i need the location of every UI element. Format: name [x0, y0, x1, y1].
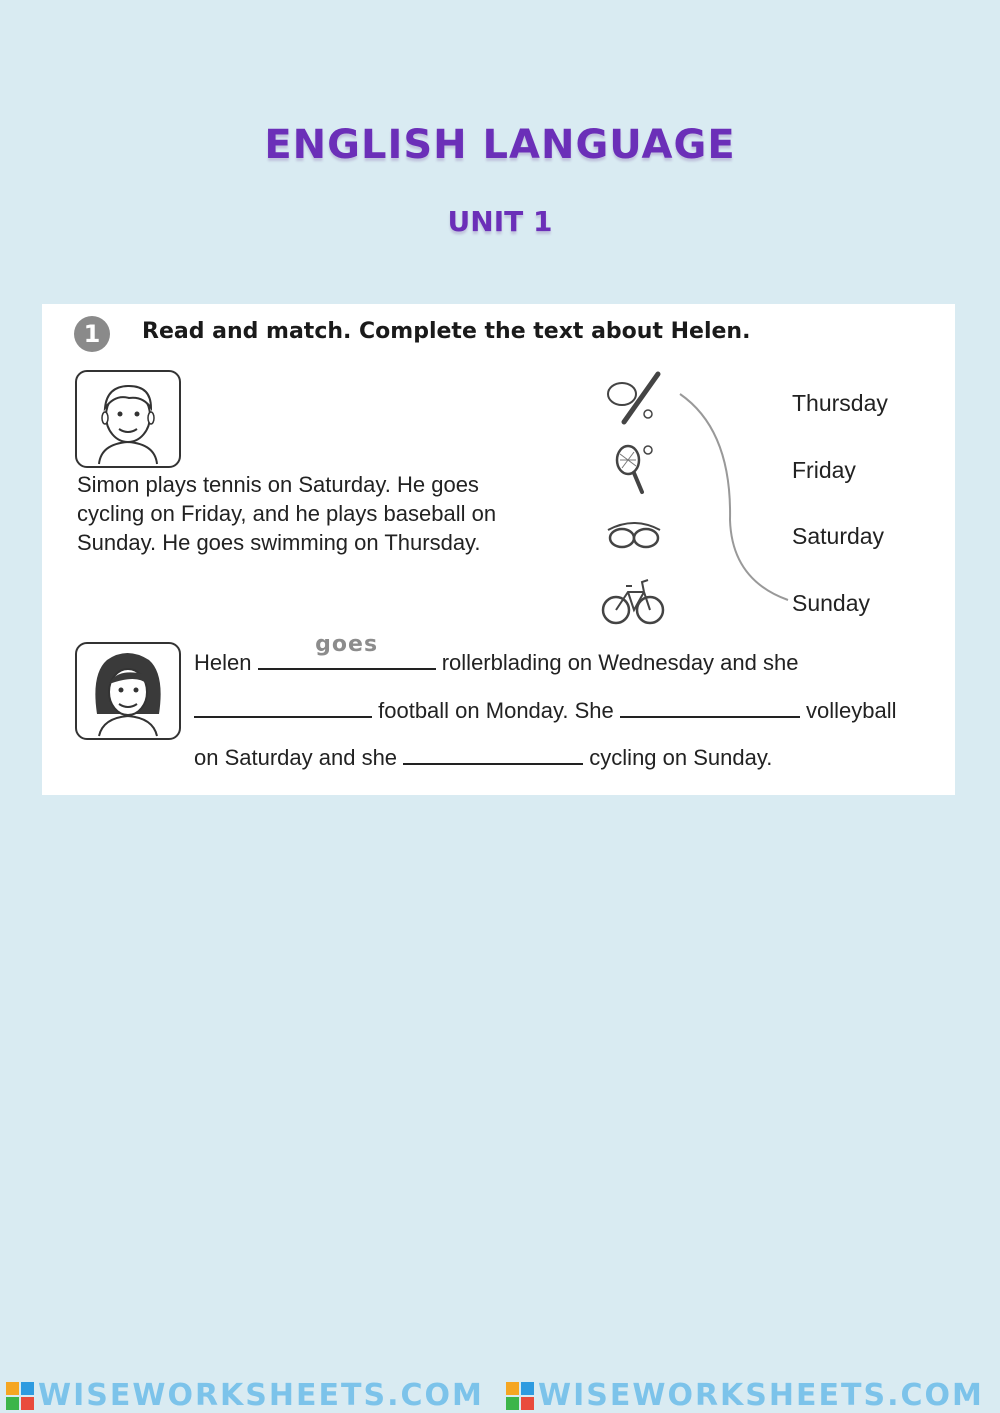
day-sunday: Sunday: [792, 590, 871, 616]
helen-line-3: [194, 745, 772, 771]
helen-line-2-end: volleyball: [806, 698, 897, 723]
day-thursday: Thursday: [792, 390, 888, 416]
watermark-text-1: WISEWORKSHEETS.COM: [38, 1378, 484, 1413]
exercise-number: 1: [74, 316, 110, 352]
baseball-icon: [602, 370, 666, 428]
boy-face-icon: [77, 372, 179, 466]
answer-blank-3[interactable]: [620, 698, 800, 718]
wiseworksheets-logo-icon: [506, 1382, 534, 1410]
worksheet-exercise: [42, 304, 955, 795]
simon-paragraph: Simon plays tennis on Saturday. He goes cycling on Friday, and he plays baseball on Sunday. He goes swimming on Thursday.: [77, 472, 497, 555]
girl-face-icon: [77, 644, 179, 738]
answer-1-text: goes: [315, 632, 379, 657]
helen-line-1: [194, 632, 799, 676]
bicycle-icon: [600, 572, 666, 628]
answer-blank-4[interactable]: [403, 745, 583, 765]
wiseworksheets-logo-icon: [6, 1382, 34, 1410]
unit-subtitle: UNIT 1: [447, 205, 553, 238]
simon-portrait: [75, 370, 181, 468]
matching-line: [672, 390, 792, 604]
helen-line-2: [194, 698, 897, 724]
helen-portrait: [75, 642, 181, 740]
day-saturday: Saturday: [792, 523, 885, 549]
exercise-instruction: Read and match. Complete the text about Helen.: [142, 319, 751, 344]
day-friday: Friday: [792, 457, 856, 483]
swimming-goggles-icon: [604, 514, 664, 554]
answer-blank-1[interactable]: [258, 632, 436, 670]
helen-line-1-start: Helen: [194, 650, 252, 675]
helen-line-3-start: on Saturday and she: [194, 745, 398, 770]
watermark-text-2: WISEWORKSHEETS.COM: [538, 1378, 984, 1413]
footer-watermark: [0, 1372, 1000, 1413]
helen-line-1-end: rollerblading on Wednesday and she: [441, 650, 799, 675]
answer-blank-2[interactable]: [194, 698, 372, 718]
page-title: ENGLISH LANGUAGE: [264, 122, 736, 168]
tennis-icon: [610, 442, 658, 498]
helen-line-3-end: cycling on Sunday.: [589, 745, 773, 770]
helen-line-2-mid: football on Monday. She: [378, 698, 614, 723]
